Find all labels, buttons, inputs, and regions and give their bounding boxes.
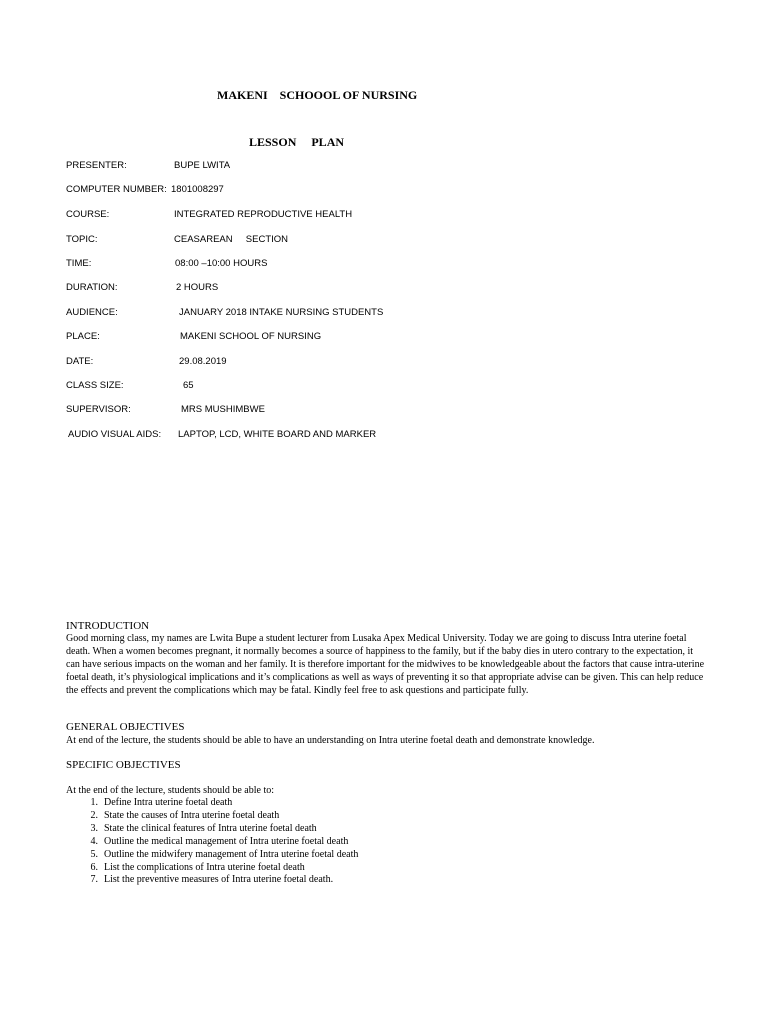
list-item-text: State the clinical features of Intra uterine foetal death — [104, 822, 317, 834]
list-item-number: 6. — [90, 861, 98, 873]
general-objectives-heading: GENERAL OBJECTIVES — [66, 721, 185, 733]
audience-label: AUDIENCE: — [66, 307, 118, 318]
list-item-number: 2. — [90, 809, 98, 821]
time-label: TIME: — [66, 258, 92, 269]
list-item-text: List the preventive measures of Intra uterine foetal death. — [104, 874, 334, 886]
list-item — [66, 823, 358, 836]
presenter-value: BUPE LWITA — [174, 160, 231, 171]
supervisor-value: MRS MUSHIMBWE — [181, 404, 265, 415]
list-item — [66, 810, 358, 823]
general-objectives-paragraph: At end of the lecture, the students should be able to have an understanding on Intra uterine foetal death and demonstrate knowledge. — [66, 735, 595, 746]
computer-number-value: 1801008297 — [171, 184, 224, 195]
list-item — [66, 874, 358, 887]
introduction-paragraph: Good morning class, my names are Lwita Bupe a student lecturer from Lusaka Apex Medical University. Today we are going to discuss Intra uterine foetal death. When a women becomes pregnant, it normally becomes a source of happiness to the family, but if the baby dies in utero contrary to the expectation, it can have serious impacts on the woman and her family. It is therefore important for the midwives to be knowledgeable about the factors that cause intra-uterine foetal death, it’s physiological implications and it’s complications as well as ways of preventing it so that appropriate advise can be given. This can help reduce the effects and prevent the complications which may be fatal. Kindly feel free to ask questions and participate fully. — [66, 633, 705, 696]
place-value: MAKENI SCHOOL OF NURSING — [180, 331, 322, 342]
audio-visual-aids-value: LAPTOP, LCD, WHITE BOARD AND MARKER — [178, 429, 377, 440]
document-title: LESSON PLAN — [249, 135, 345, 149]
course-value: INTEGRATED REPRODUCTIVE HEALTH — [174, 209, 353, 220]
list-item-text: Outline the midwifery management of Intra uterine foetal death — [104, 848, 359, 860]
specific-objectives-heading: SPECIFIC OBJECTIVES — [66, 759, 181, 771]
course-label: COURSE: — [66, 209, 110, 220]
list-item-text: State the causes of Intra uterine foetal death — [104, 809, 280, 821]
list-item — [66, 797, 358, 810]
supervisor-label: SUPERVISOR: — [66, 404, 131, 415]
list-item-number: 3. — [90, 822, 98, 834]
date-label: DATE: — [66, 356, 94, 367]
list-item-text: List the complications of Intra uterine foetal death — [104, 861, 305, 873]
audio-visual-aids-label: AUDIO VISUAL AIDS: — [68, 429, 162, 440]
topic-label: TOPIC: — [66, 234, 98, 245]
audience-value: JANUARY 2018 INTAKE NURSING STUDENTS — [179, 307, 384, 318]
place-label: PLACE: — [66, 331, 100, 342]
duration-value: 2 HOURS — [176, 282, 219, 293]
school-title: MAKENI SCHOOOL OF NURSING — [217, 88, 418, 102]
presenter-label: PRESENTER: — [66, 160, 127, 171]
class-size-label: CLASS SIZE: — [66, 380, 124, 391]
date-value: 29.08.2019 — [179, 356, 227, 367]
list-item-number: 4. — [90, 835, 98, 847]
class-size-value: 65 — [183, 380, 194, 391]
list-item-number: 1. — [90, 797, 98, 808]
specific-objectives-intro: At the end of the lecture, students should be able to: — [66, 785, 275, 796]
computer-number-label: COMPUTER NUMBER: — [66, 184, 167, 195]
time-value: 08:00 –10:00 HOURS — [175, 258, 268, 269]
duration-label: DURATION: — [66, 282, 118, 293]
list-item-text: Define Intra uterine foetal death — [104, 797, 233, 808]
topic-value: CEASAREAN SECTION — [174, 234, 289, 245]
list-item — [66, 862, 358, 875]
list-item-number: 5. — [90, 848, 98, 860]
list-item-text: Outline the medical management of Intra uterine foetal death — [104, 835, 349, 847]
list-item-number: 7. — [90, 874, 98, 886]
introduction-heading: INTRODUCTION — [66, 620, 150, 632]
list-item — [66, 836, 358, 849]
list-item — [66, 849, 358, 862]
specific-objectives-list — [66, 797, 358, 887]
